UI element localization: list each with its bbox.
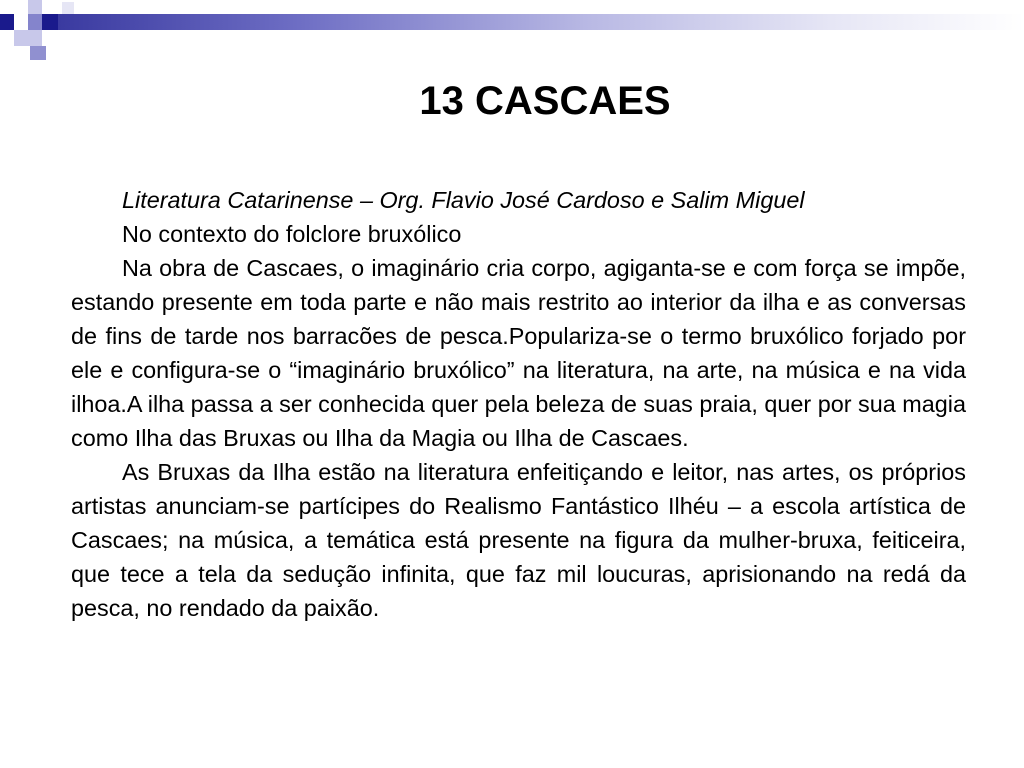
- paragraph-bruxas: As Bruxas da Ilha estão na literatura enfeitiçando e leitor, nas artes, os próprios artistas anunciam-se partícipes do Realismo Fantástico Ilhéu – a escola artística de Cascaes; na música, a temática está presente na figura da mulher-bruxa, feiticeira, que tece a tela da sedução infinita, que faz mil loucuras, aprisionando na redá da pesca, no rendado da paixão.: [71, 459, 966, 621]
- subtitle-source: Literatura Catarinense – Org. Flavio José Cardoso e Salim Miguel: [122, 187, 805, 213]
- slide-title: 13 CASCAES: [419, 79, 671, 123]
- slide-body: [71, 183, 966, 625]
- paragraph-imaginario: Na obra de Cascaes, o imaginário cria corpo, agiganta-se e com força se impõe, estando presente em toda parte e não mais restrito ao interior da ilha e as conversas de fins de tarde nos barracões de pesca.Populariza-se o termo bruxólico forjado por ele e configura-se o “imaginário bruxólico” na literatura, na arte, na música e na vida ilhoa.A ilha passa a ser conhecida quer pela beleza de suas praia, quer por sua magia como Ilha das Bruxas ou Ilha da Magia ou Ilha de Cascaes.: [71, 255, 966, 451]
- subtitle-context: No contexto do folclore bruxólico: [122, 221, 462, 247]
- header-gradient-band: [58, 14, 1024, 30]
